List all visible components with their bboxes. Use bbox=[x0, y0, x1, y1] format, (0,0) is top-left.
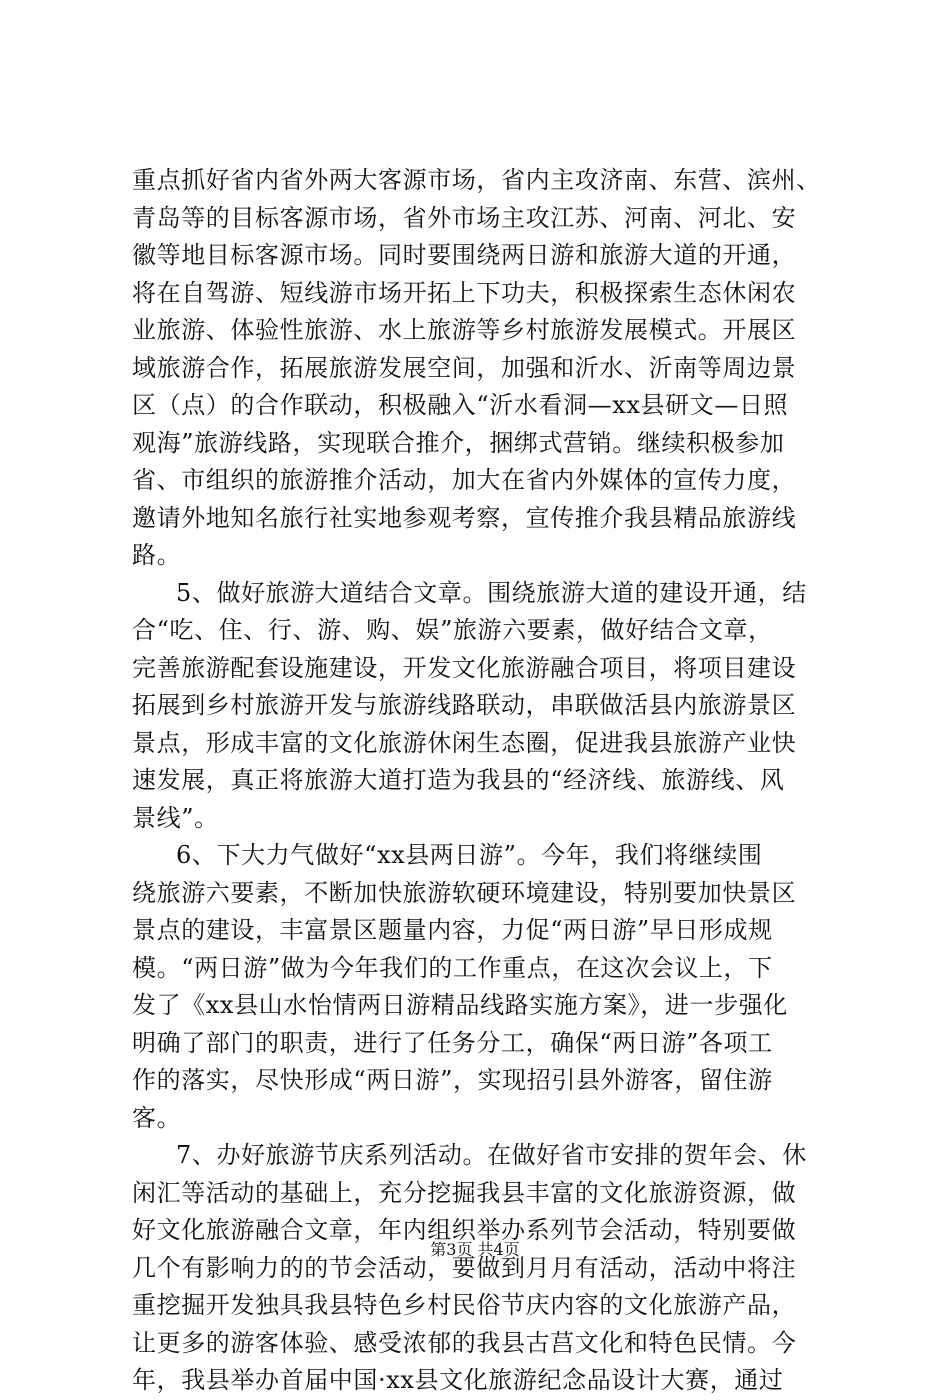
text-line: 邀请外地知名旅行社实地参观考察，宣传推介我县精品旅游线 bbox=[132, 503, 797, 532]
text-line: 好文化旅游融合文章，年内组织举办系列节会活动，特别要做 bbox=[132, 1216, 797, 1244]
text-line: 绕旅游六要素，不断加快旅游软硬环境建设，特别要加快景区 bbox=[132, 878, 797, 907]
body-text bbox=[132, 162, 837, 1400]
text-line: 域旅游合作，拓展旅游发展空间，加强和沂水、沂南等周边景 bbox=[132, 353, 797, 382]
paragraph-6-first-line: 6、下大力气做好“xx县两日游”。今年，我们将继续围 bbox=[176, 841, 763, 869]
text-line: 观海”旅游线路，实现联合推介，捆绑式营销。继续积极参加 bbox=[132, 428, 785, 457]
text-line: 景线”。 bbox=[132, 803, 219, 832]
text-line: 年，我县举办首届中国·xx县文化旅游纪念品设计大赛，通过 bbox=[132, 1366, 784, 1394]
text-line: 拓展到乡村旅游开发与旅游线路联动，串联做活县内旅游景区 bbox=[132, 691, 797, 719]
text-line: 青岛等的目标客源市场，省外市场主攻江苏、河南、河北、安 bbox=[132, 203, 797, 232]
text-line: 景点的建设，丰富景区题量内容，力促“两日游”早日形成规 bbox=[132, 916, 773, 944]
text-line: 模。“两日游”做为今年我们的工作重点，在这次会议上，下 bbox=[132, 953, 773, 982]
text-line: 将在自驾游、短线游市场开拓上下功夫，积极探索生态休闲农 bbox=[132, 278, 797, 307]
text-line: 重挖掘开发独具我县特色乡村民俗节庆内容的文化旅游产品， bbox=[132, 1291, 797, 1319]
text-line: 重点抓好省内省外两大客源市场，省内主攻济南、东营、滨州、 bbox=[132, 166, 821, 194]
text-line: 速发展，真正将旅游大道打造为我县的“经济线、旅游线、风 bbox=[132, 766, 785, 794]
text-line: 明确了部门的职责，进行了任务分工，确保“两日游”各项工 bbox=[132, 1028, 773, 1057]
text-line: 合“吃、住、行、游、购、娱”旅游六要素，做好结合文章， bbox=[132, 616, 773, 644]
page-number-footer: 第3页 共4页 bbox=[430, 1240, 520, 1259]
text-line: 完善旅游配套设施建设，开发文化旅游融合项目，将项目建设 bbox=[132, 653, 797, 682]
text-line: 徽等地目标客源市场。同时要围绕两日游和旅游大道的开通， bbox=[132, 241, 797, 269]
text-line: 客。 bbox=[132, 1103, 182, 1132]
text-line: 路。 bbox=[132, 541, 182, 569]
text-line: 业旅游、体验性旅游、水上旅游等乡村旅游发展模式。开展区 bbox=[132, 316, 797, 344]
text-line: 作的落实，尽快形成“两日游”，实现招引县外游客，留住游 bbox=[132, 1066, 773, 1094]
text-line: 几个有影响力的的节会活动，要做到月月有活动，活动中将注 bbox=[132, 1253, 797, 1282]
text-line: 闲汇等活动的基础上，充分挖掘我县丰富的文化旅游资源，做 bbox=[132, 1178, 797, 1207]
text-line: 让更多的游客体验、感受浓郁的我县古莒文化和特色民情。今 bbox=[132, 1328, 797, 1357]
text-line: 发了《xx县山水怡情两日游精品线路实施方案》，进一步强化 bbox=[132, 991, 788, 1019]
text-line: 景点，形成丰富的文化旅游休闲生态圈，促进我县旅游产业快 bbox=[132, 728, 797, 757]
text-line: 省、市组织的旅游推介活动，加大在省内外媒体的宣传力度， bbox=[132, 466, 797, 494]
text-line: 区（点）的合作联动，积极融入“沂水看洞—xx县研文—日照 bbox=[132, 391, 789, 419]
paragraph-5-first-line: 5、做好旅游大道结合文章。围绕旅游大道的建设开通，结 bbox=[176, 578, 807, 607]
paragraph-7-first-line: 7、办好旅游节庆系列活动。在做好省市安排的贺年会、休 bbox=[176, 1141, 807, 1169]
